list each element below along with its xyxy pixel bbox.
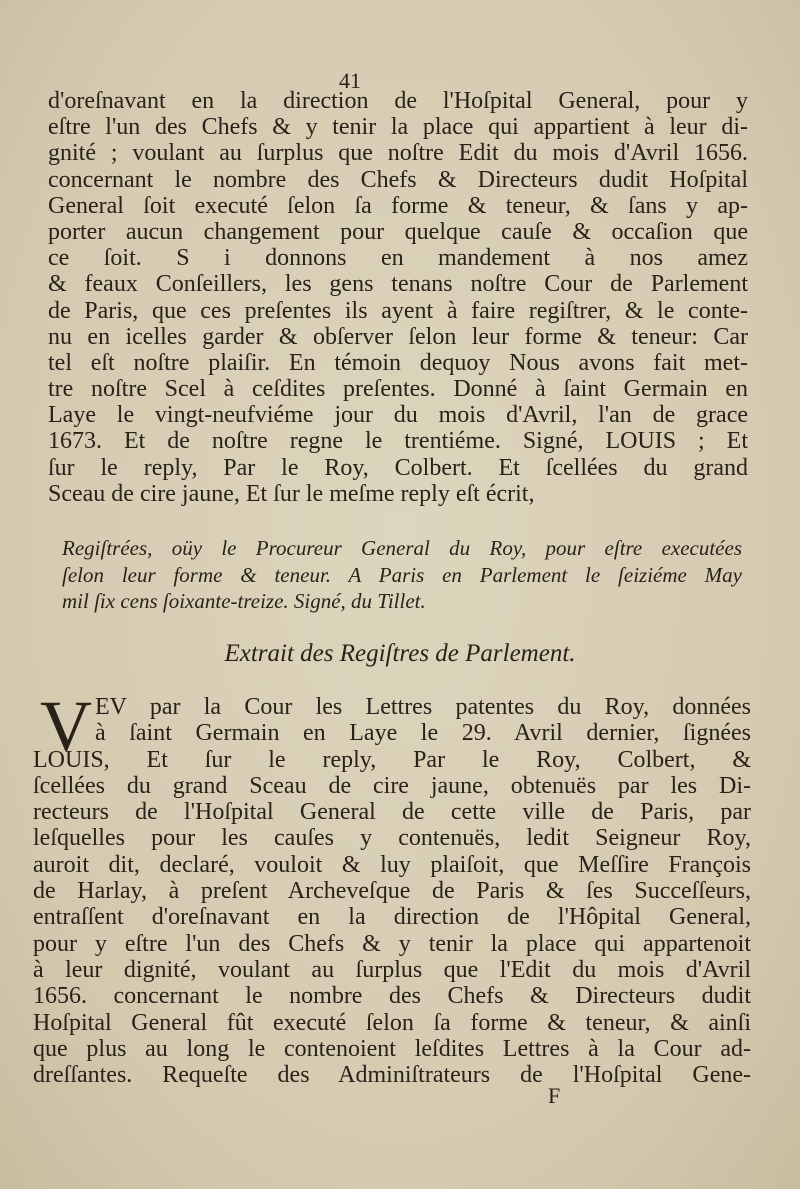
text-line: & feaux Conſeillers, les gens tenans noſtre Cour de Parlement	[48, 271, 748, 298]
text-line: ſcellées du grand Sceau de cire jaune, obtenuës par les Di-	[33, 772, 751, 799]
text-line: tel eſt noſtre plaiſir. En témoin dequoy Nous avons fait met-	[48, 349, 748, 376]
registration-line: ſelon leur forme & teneur. A Paris en Parlement le ſeiziéme May	[62, 562, 742, 587]
text-line: d'oreſnavant en la direction de l'Hoſpital General, pour y	[48, 88, 748, 114]
text-line: recteurs de l'Hoſpital General de cette ville de Paris, par	[33, 799, 751, 826]
text-line: à ſaint Germain en Laye le 29. Avril dernier, ſignées	[95, 720, 751, 747]
text-line: 1656. concernant le nombre des Chefs & Directeurs dudit	[33, 983, 751, 1010]
text-line: ce ſoit. S i donnons en mandement à nos amez	[48, 245, 748, 272]
text-line: Sceau de cire jaune, Et ſur le meſme reply eſt écrit,	[48, 480, 535, 507]
page-number: 41	[339, 68, 361, 93]
text-line: gnité ; voulant au ſurplus que noſtre Edit du mois d'Avril 1656.	[48, 140, 748, 167]
text-line: entraſſent d'oreſnavant en la direction de l'Hôpital General,	[33, 904, 751, 931]
extract-text	[33, 694, 751, 1088]
registration-line: mil ſix cens ſoixante-treize. Signé, du Tillet.	[62, 589, 426, 613]
registration-line: Regiſtrées, oüy le Procureur General du Roy, pour eſtre executées	[62, 536, 742, 560]
letters-patent-text	[48, 88, 748, 507]
text-line: de Paris, que ces preſentes ils ayent à faire regiſtrer, & le conte-	[48, 297, 748, 324]
text-line: leſquelles pour les cauſes y contenuës, ledit Seigneur Roy,	[33, 825, 751, 852]
text-line: à leur dignité, voulant au ſurplus que l'Edit du mois d'Avril	[33, 956, 751, 983]
text-line: porter aucun changement pour quelque cauſe & occaſion que	[48, 218, 748, 245]
text-line: concernant le nombre des Chefs & Directeurs dudit Hoſpital	[48, 166, 748, 193]
text-line: tre noſtre Scel à ceſdites preſentes. Donné à ſaint Germain en	[48, 376, 748, 403]
text-line: Laye le vingt-neufviéme jour du mois d'Avril, l'an de grace	[48, 402, 748, 429]
text-line: General ſoit executé ſelon ſa forme & teneur, & ſans y ap-	[48, 192, 748, 219]
text-line: auroit dit, declaré, vouloit & luy plaiſoit, que Meſſire François	[33, 851, 751, 878]
text-line: pour y eſtre l'un des Chefs & y tenir la place qui appartenoit	[33, 930, 751, 957]
text-line: EV par la Cour les Lettres patentes du Roy, données	[95, 694, 751, 720]
text-line: ſur le reply, Par le Roy, Colbert. Et ſcellées du grand	[48, 454, 748, 481]
text-line: dreſſantes. Requeſte des Adminiſtrateurs de l'Hoſpital Gene-	[33, 1062, 751, 1089]
text-line: LOUIS, Et ſur le reply, Par le Roy, Colbert, &	[33, 746, 751, 773]
signature-mark: F	[548, 1083, 561, 1108]
section-title: Extrait des Regiſtres de Parlement.	[224, 640, 576, 667]
text-line: 1673. Et de noſtre regne le trentiéme. Signé, LOUIS ; Et	[48, 428, 748, 455]
text-line: eſtre l'un des Chefs & y tenir la place qui appartient à leur di-	[48, 114, 748, 141]
drop-cap: V	[40, 686, 92, 766]
registration-note	[62, 535, 742, 615]
text-line: que plus au long le contenoient leſdites Lettres à la Cour ad-	[33, 1035, 751, 1062]
text-line: Hoſpital General fût executé ſelon ſa forme & teneur, & ainſi	[33, 1009, 751, 1036]
text-line: nu en icelles garder & obſerver ſelon leur forme & teneur: Car	[48, 323, 748, 350]
text-line: de Harlay, à preſent Archeveſque de Paris & ſes Succeſſeurs,	[33, 878, 751, 905]
